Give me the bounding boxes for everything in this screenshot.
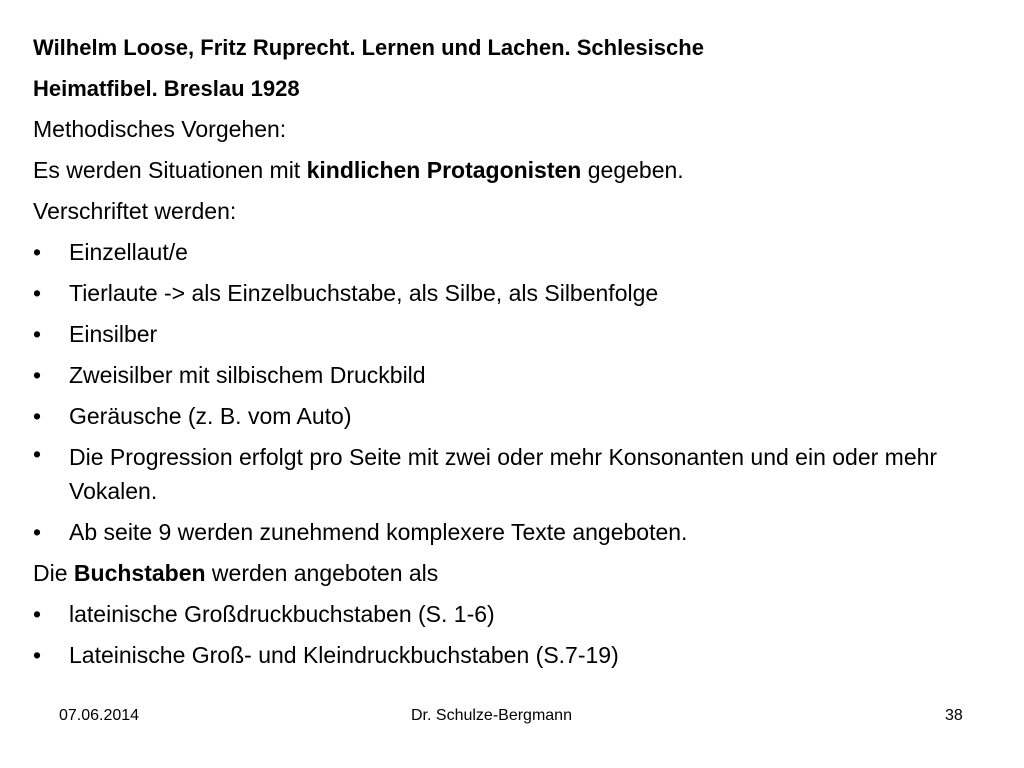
bullet-marker: • (33, 601, 42, 627)
list-item (33, 437, 983, 512)
bullet-marker: • (33, 519, 42, 545)
slide-title-line-2: Heimatfibel. Breslau 1928 (33, 76, 300, 101)
letters-emphasis: Buchstaben (73, 560, 206, 586)
list-item (33, 355, 983, 396)
written-heading: Verschriftet werden: (33, 198, 237, 224)
list-item (33, 314, 983, 355)
letters-list (33, 594, 983, 676)
list-item-text: Lateinische Groß- und Kleindruckbuchstaben (S.7-19) (69, 642, 619, 668)
situation-prefix: Es werden Situationen mit (33, 157, 307, 183)
footer-date: 07.06.2014 (59, 707, 140, 724)
list-item-text: Zweisilber mit silbischem Druckbild (69, 362, 426, 388)
slide-content (33, 27, 983, 676)
letters-prefix: Die (33, 560, 74, 586)
bullet-marker: • (33, 321, 42, 347)
bullet-marker: • (33, 403, 42, 429)
situation-sentence (33, 150, 983, 191)
bullet-marker: • (33, 441, 42, 467)
list-item (33, 396, 983, 437)
list-item-text: Einzellaut/e (69, 239, 188, 265)
list-item-text: Tierlaute -> als Einzelbuchstabe, als Silbe, als Silbenfolge (69, 280, 659, 306)
footer-author: Dr. Schulze-Bergmann (411, 707, 572, 724)
bullet-marker: • (33, 642, 42, 668)
method-heading: Methodisches Vorgehen: (33, 116, 287, 142)
list-item-text: Einsilber (69, 321, 158, 347)
list-item (33, 512, 983, 553)
list-item-text: Ab seite 9 werden zunehmend komplexere Texte angeboten. (69, 519, 688, 545)
list-item-text: lateinische Großdruckbuchstaben (S. 1-6) (69, 601, 495, 627)
situation-suffix: gegeben. (581, 157, 684, 183)
letters-sentence (33, 553, 983, 594)
footer-page-number: 38 (945, 707, 963, 724)
slide-title-line-1: Wilhelm Loose, Fritz Ruprecht. Lernen und Lachen. Schlesische (33, 35, 704, 60)
situation-emphasis: kindlichen Protagonisten (306, 157, 582, 183)
bullet-marker: • (33, 280, 42, 306)
list-item (33, 594, 983, 635)
list-item-text: Geräusche (z. B. vom Auto) (69, 403, 352, 429)
list-item (33, 232, 983, 273)
list-item (33, 635, 983, 676)
bullet-marker: • (33, 239, 42, 265)
bullet-marker: • (33, 362, 42, 388)
list-item-text: Die Progression erfolgt pro Seite mit zwei oder mehr Konsonanten und ein oder mehr Vokalen. (69, 444, 938, 504)
list-item (33, 273, 983, 314)
written-list (33, 232, 983, 553)
letters-suffix: werden angeboten als (205, 560, 439, 586)
